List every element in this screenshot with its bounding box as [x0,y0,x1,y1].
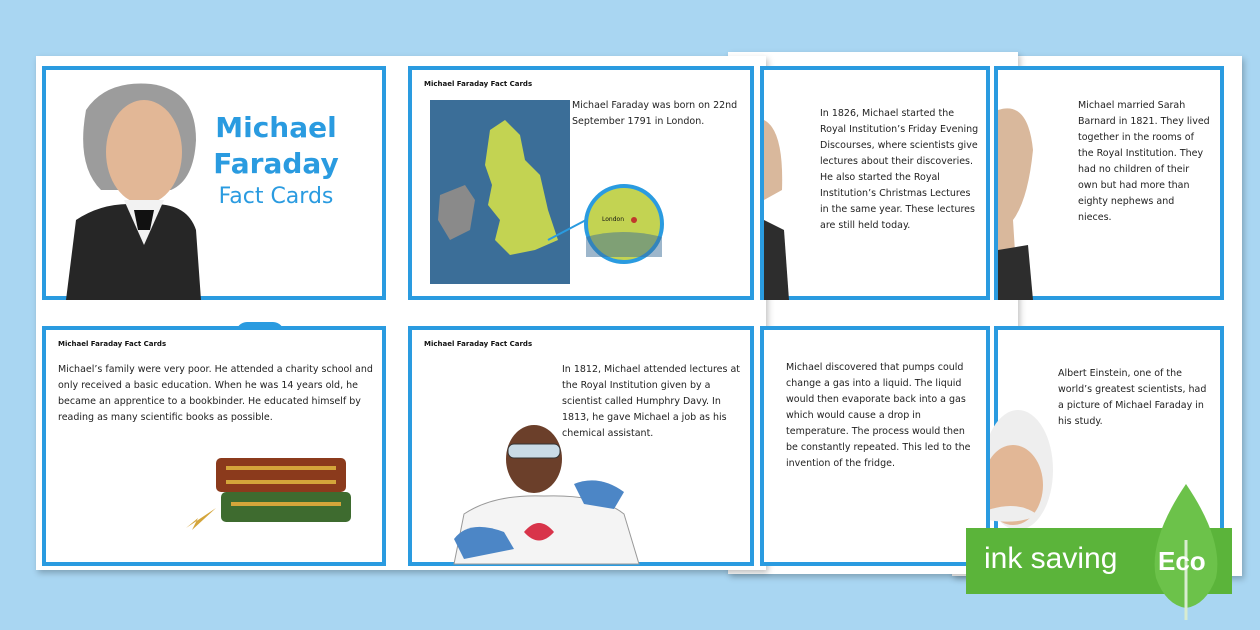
scientist-illustration [424,414,684,564]
faraday-portrait [46,70,206,300]
card-header: Michael Faraday Fact Cards [424,340,533,348]
fact-family: Michael’s family were very poor. He attended a charity school and only received a basic education. When he was 14 years old, he became an apprentice to a bookbinder. He educated himself by reading as many scientific books as possible. [58,364,373,423]
card-pumps [760,326,990,566]
books-illustration [186,448,376,538]
card-header: Michael Faraday Fact Cards [424,80,533,88]
fact-married: Michael married Sarah Barnard in 1821. They lived together in the rooms of the Royal Institution. They had no children of their own but had more than eighty nephews and nieces. [1078,100,1210,223]
fact-born: Michael Faraday was born on 22nd September 1791 in London. [572,100,738,127]
eco-label: Eco [1158,546,1206,576]
card-married [994,66,1224,300]
fact-royal: In 1812, Michael attended lectures at the Royal Institution given by a scientist called Humphry Davy. In 1813, he gave Michael a job as his chemical assistant. [562,364,741,439]
cover-title [206,110,346,212]
card-family [42,326,386,566]
card-discourses [760,66,990,300]
fact-discourses: In 1826, Michael started the Royal Institution’s Friday Evening Discourses, where scientists give lectures about their discoveries. He also started the Royal Institution’s Christmas Lectures in the same year. These lectures are still held today. [820,108,979,231]
faraday-portrait-partial [764,70,794,300]
fact-einstein: Albert Einstein, one of the world’s greatest scientists, had a picture of Michael Faraday in his study. [1058,368,1207,427]
cover-title-line1: Michael [215,111,337,144]
faraday-portrait-partial [998,70,1038,300]
uk-map [430,100,570,284]
eco-text: ink saving [984,542,1118,575]
map-label-london: London [602,216,624,223]
fact-pumps: Michael discovered that pumps could change a gas into a liquid. The liquid would then evaporate back into a gas which would cause a drop in temperature. The process would then be constantly repeated. This led to the invention of the fridge. [786,362,971,469]
card-header: Michael Faraday Fact Cards [58,340,167,348]
cover-title-line2: Faraday [213,147,339,180]
cover-subtitle: Fact Cards [218,184,334,209]
card-cover [42,66,386,300]
card-born [408,66,754,300]
card-royal [408,326,754,566]
london-inset [582,182,666,266]
